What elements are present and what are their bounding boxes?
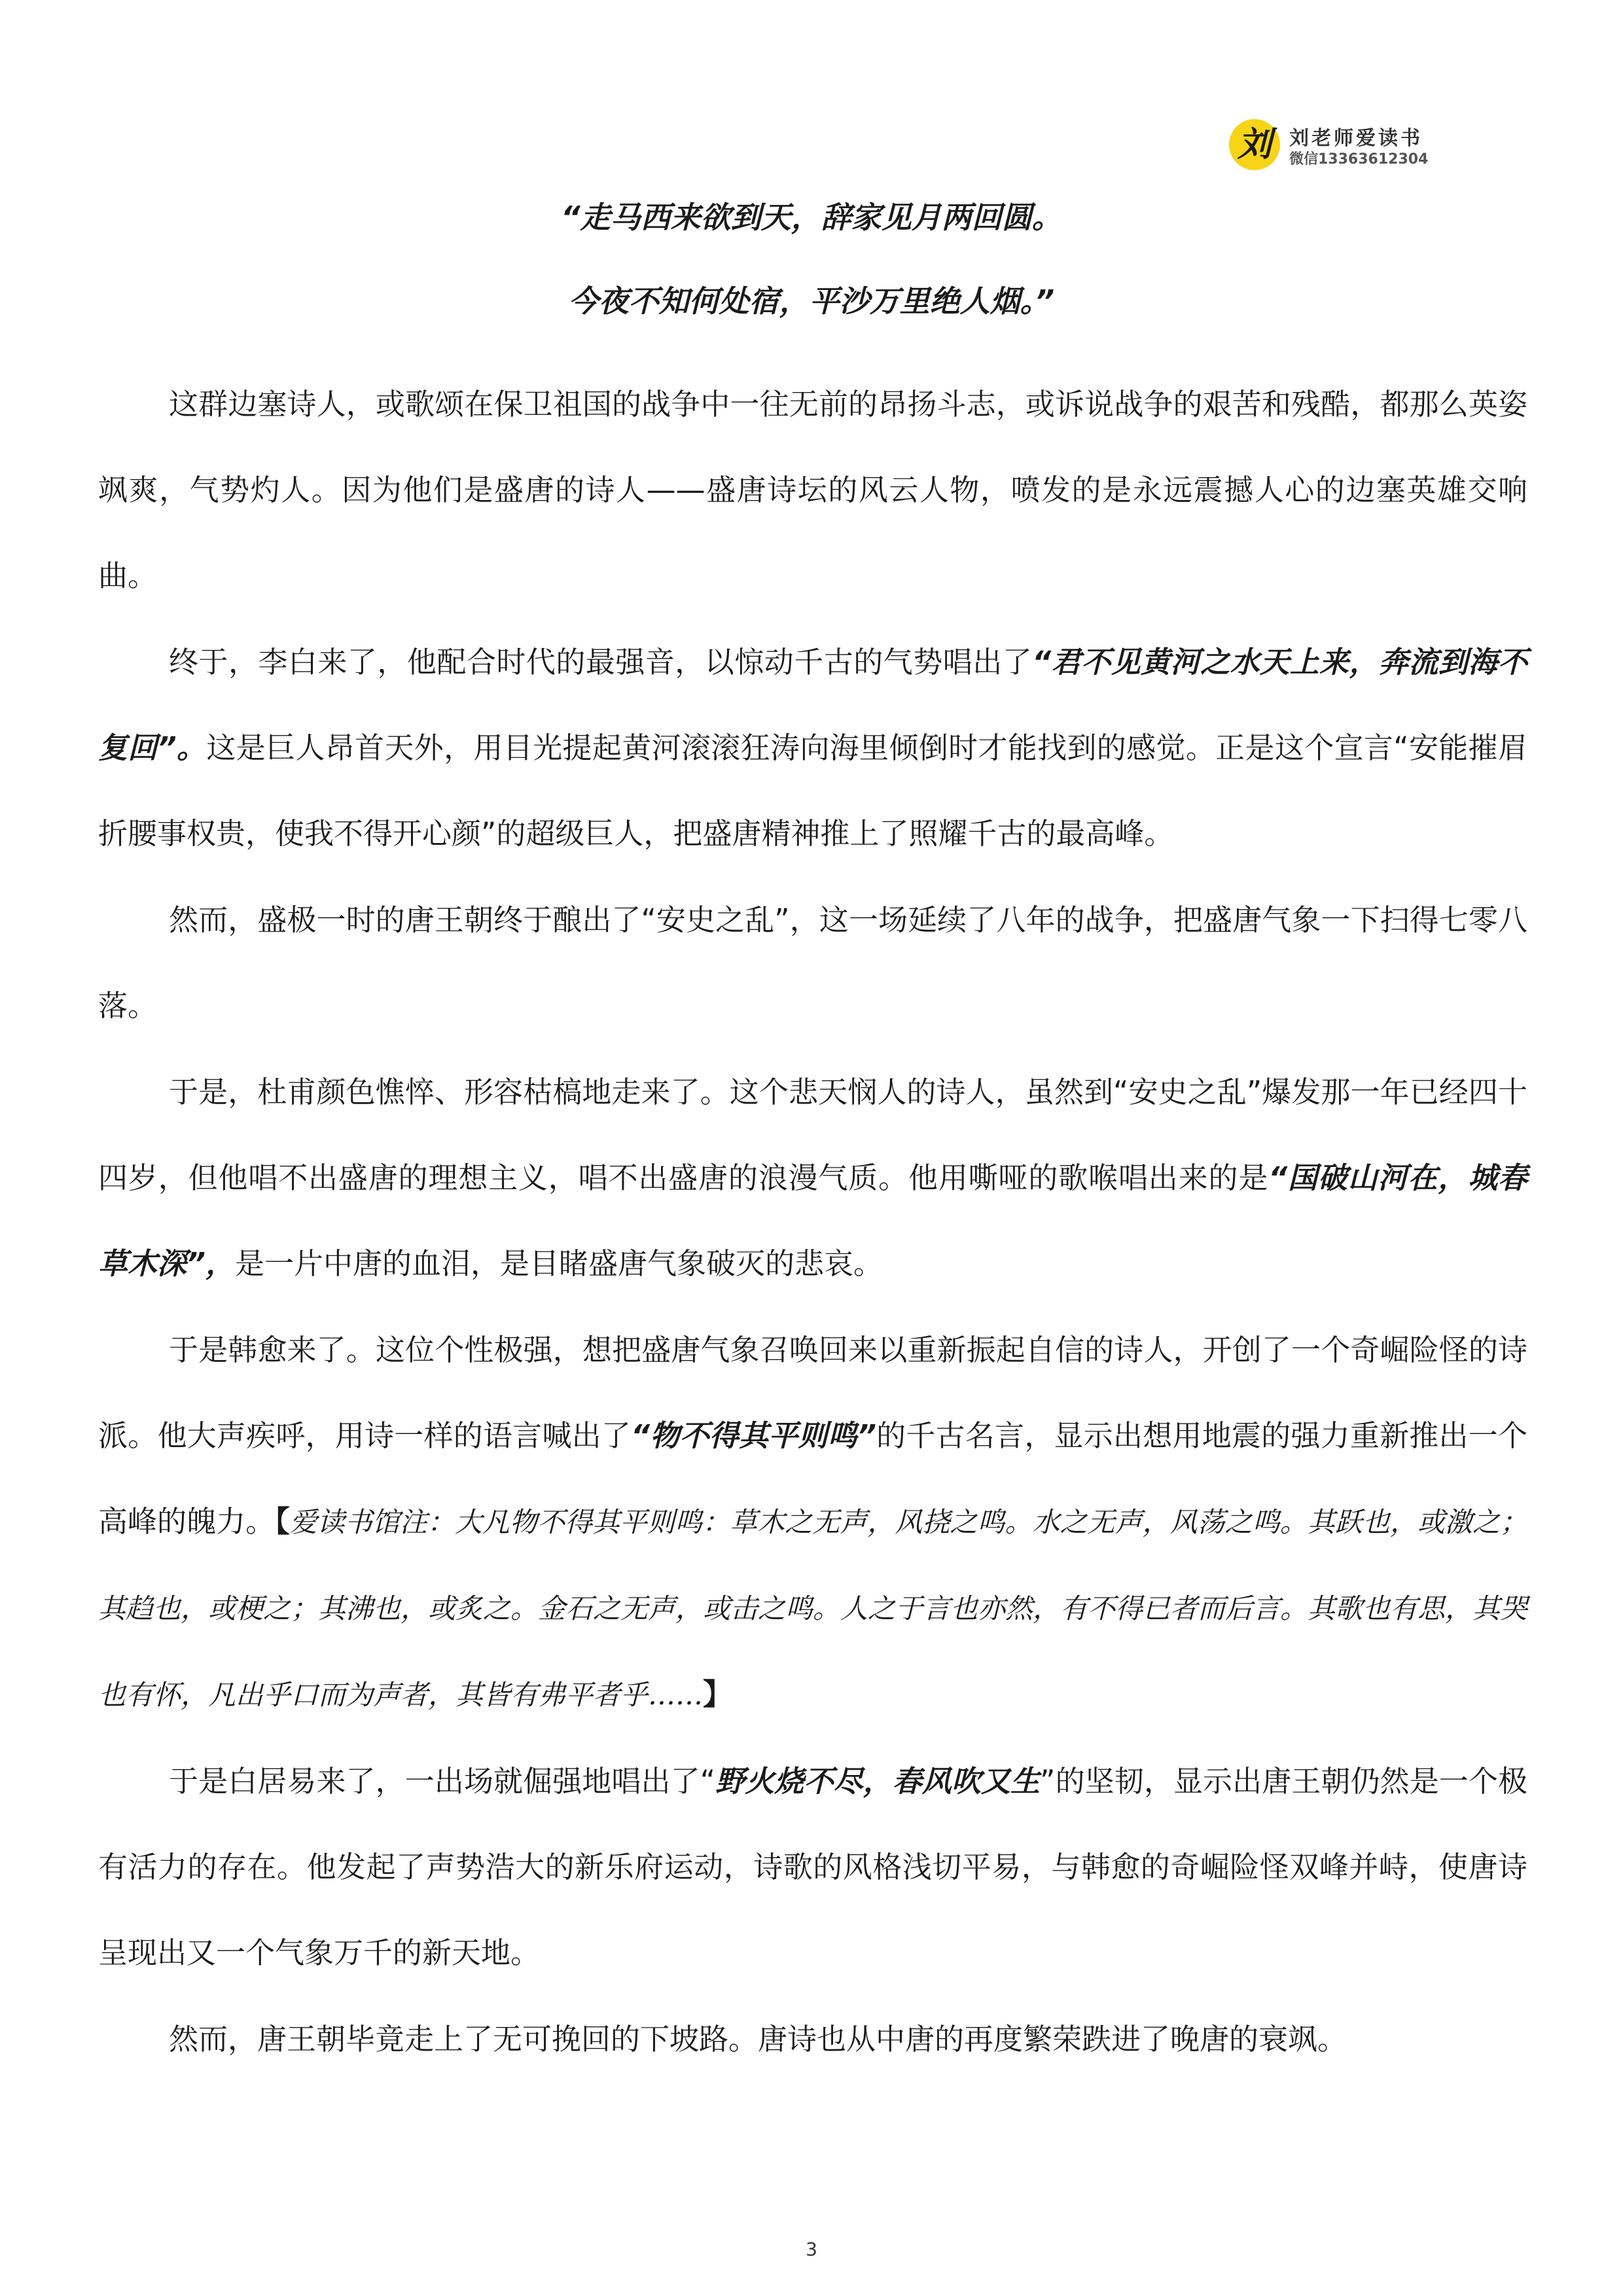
paragraph-4-text-a: 于是，杜甫颜色憔悴、形容枯槁地走来了。这个悲天悯人的诗人，虽然到“安史之乱”爆发那一年已经四十四岁，但他唱不出盛唐的理想主义，唱不出盛唐的浪漫气质。他用嘶哑的歌喉唱出来的是 xyxy=(98,1075,1527,1195)
article-body xyxy=(98,361,1527,2083)
logo-contact: 微信13363612304 xyxy=(1289,151,1429,168)
paragraph-6-text-a: 于是白居易来了，一出场就倔强地唱出了“ xyxy=(169,1764,716,1799)
quote-li-bai: “君不见黄河之水天上来，奔流到海不复回”。 xyxy=(98,645,1527,765)
paragraph-5-text-b: 的千古名言，显示出想用地震的强力重新推出一个高峰的魄力。 xyxy=(98,1418,1527,1539)
header-logo xyxy=(1229,117,1452,173)
paragraph-6-text-b: ”的坚韧，显示出唐王朝仍然是一个极有活力的存在。他发起了声势浩大的新乐府运动，诗歌的风格浅切平易，与韩愈的奇崛险怪双峰并峙，使唐诗呈现出又一个气象万千的新天地。 xyxy=(98,1764,1527,1970)
paragraph-2-text-b: 这是巨人昂首天外，用目光提起黄河滚滚狂涛向海里倾倒时才能找到的感觉。正是这个宣言“安能摧眉折腰事权贵，使我不得开心颜”的超级巨人，把盛唐精神推上了照耀千古的最高峰。 xyxy=(98,730,1527,851)
quote-du-fu: “国破山河在，城春草木深”， xyxy=(98,1160,1527,1281)
paragraph-5 xyxy=(98,1307,1527,1738)
note-close-bracket: 】 xyxy=(703,1677,733,1712)
poem-line-2: 今夜不知何处宿，平沙万里绝人烟。” xyxy=(568,283,1055,319)
logo-character: 刘 xyxy=(1237,124,1272,164)
logo-name: 刘老师爱读书 xyxy=(1289,127,1423,150)
paragraph-5-text-a: 于是韩愈来了。这位个性极强，想把盛唐气象召唤回来以重新振起自信的诗人，开创了一个奇崛险怪的诗派。他大声疾呼，用诗一样的语言喊出了 xyxy=(98,1333,1527,1453)
paragraph-2-text-a: 终于，李白来了，他配合时代的最强音，以惊动千古的气势唱出了 xyxy=(169,645,1033,679)
paragraph-7: 然而，唐王朝毕竟走上了无可挽回的下坡路。唐诗也从中唐的再度繁荣跌进了晚唐的衰飒。 xyxy=(169,2022,1347,2056)
poem-line-1: “走马西来欲到天，辞家见月两回圆。 xyxy=(561,200,1062,235)
annotation-note: 爱读书馆注：大凡物不得其平则鸣：草木之无声，风挠之鸣。水之无声，风荡之鸣。其跃也，或激之；其趋也，或梗之；其沸也，或炙之。金石之无声，或击之鸣。人之于言也亦然，有不得已者而后言。其歌也有思，其哭也有怀，凡出乎口而为声者，其皆有弗平者乎…… xyxy=(98,1506,1528,1711)
page-number: 3 xyxy=(806,2238,817,2260)
paragraph-4-text-b: 是一片中唐的血泪，是目睹盛唐气象破灭的悲哀。 xyxy=(234,1246,883,1281)
quote-bai-juyi: 野火烧不尽，春风吹又生 xyxy=(715,1764,1041,1799)
note-open-bracket: 【 xyxy=(275,1504,290,1539)
paragraph-1: 这群边塞诗人，或歌颂在保卫祖国的战争中一往无前的昂扬斗志，或诉说战争的艰苦和残酷，都那么英姿飒爽，气势灼人。因为他们是盛唐的诗人——盛唐诗坛的风云人物，喷发的是永远震撼人心的边塞英雄交响曲。 xyxy=(98,387,1527,593)
paragraph-4 xyxy=(98,1049,1527,1306)
quote-han-yu: “物不得其平则鸣” xyxy=(631,1418,876,1453)
paragraph-6 xyxy=(98,1738,1527,1996)
paragraph-3: 然而，盛极一时的唐王朝终于酿出了“安史之乱”，这一场延续了八年的战争，把盛唐气象一下扫得七零八落。 xyxy=(98,903,1527,1023)
paragraph-2 xyxy=(98,619,1527,876)
